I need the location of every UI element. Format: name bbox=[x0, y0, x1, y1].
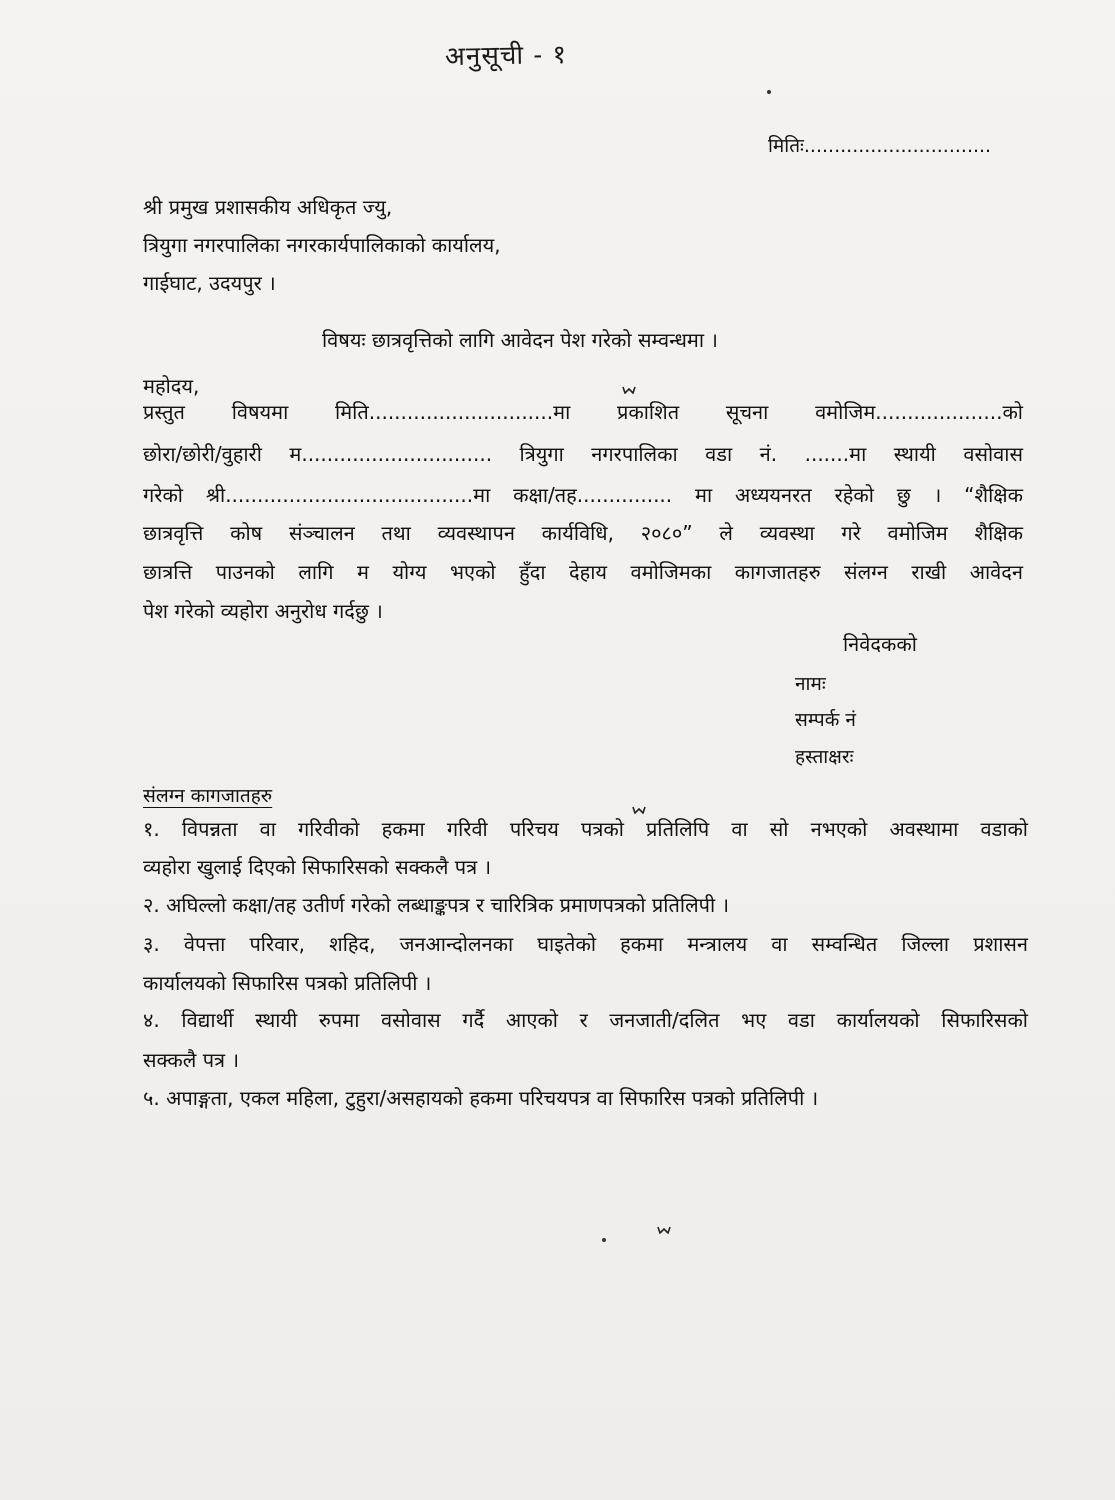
speck-mark bbox=[767, 90, 771, 94]
subject-line: विषयः छात्रवृत्तिको लागि आवेदन पेश गरेको सम्वन्धमा । bbox=[322, 328, 719, 352]
body-line: छोरा/छोरी/वुहारी म.............................. त्रियुगा नगरपालिका वडा नं. .......मा स्थायी वसोवास bbox=[143, 442, 1023, 466]
attachment-item: सक्कलै पत्र । bbox=[143, 1048, 240, 1072]
salutation: महोदय, bbox=[143, 374, 200, 398]
address-line: गाईघाट, उदयपुर । bbox=[143, 271, 276, 295]
body-line: प्रस्तुत विषयमा मिति.............................मा प्रकाशित सूचना वमोजिम....................को bbox=[143, 400, 1023, 424]
annex-title: अनुसूची - १ bbox=[444, 39, 568, 73]
attachment-item: २. अघिल्लो कक्षा/तह उतीर्ण गरेको लब्धाङ्कपत्र र चारित्रिक प्रमाणपत्रको प्रतिलिपी । bbox=[143, 893, 730, 917]
attachment-item: ५. अपाङ्गता, एकल महिला, टुहुरा/असहायको हकमा परिचयपत्र वा सिफारिस पत्रको प्रतिलिपी । bbox=[143, 1086, 819, 1110]
staple-mark bbox=[622, 386, 636, 394]
body-line: गरेको श्री.......................................मा कक्षा/तह............... मा अध्ययनरत रहेको छु । “शैक्षिक bbox=[143, 483, 1023, 507]
attachment-item: ४. विद्यार्थी स्थायी रुपमा वसोवास गर्दै आएको र जनजाती/दलित भए वडा कार्यालयको सिफारिसको bbox=[143, 1008, 1028, 1032]
attachment-item: ३. वेपत्ता परिवार, शहिद, जनआन्दोलनका घाइतेको हकमा मन्त्रालय वा सम्वन्धित जिल्ला प्रशासन bbox=[143, 932, 1028, 956]
staple-mark bbox=[657, 1226, 671, 1234]
address-line: श्री प्रमुख प्रशासकीय अधिकृत ज्यु, bbox=[143, 195, 393, 219]
body-line: छात्रत्ति पाउनको लागि म योग्य भएको हुँदा देहाय वमोजिमका कागजातहरु संलग्न राखी आवेदन bbox=[143, 560, 1023, 584]
attachment-item: व्यहोरा खुलाई दिएको सिफारिसको सक्कलै पत्र । bbox=[143, 855, 492, 879]
attachments-heading: संलग्न कागजातहरु bbox=[143, 785, 273, 807]
address-line: त्रियुगा नगरपालिका नगरकार्यपालिकाको कार्यालय, bbox=[143, 233, 501, 257]
attachment-item: १. विपन्नता वा गरिवीको हकमा गरिवी परिचय पत्रको प्रतिलिपि वा सो नभएको अवस्थामा वडाको bbox=[143, 817, 1028, 841]
attachment-item: कार्यालयको सिफारिस पत्रको प्रतिलिपी । bbox=[143, 971, 432, 995]
body-line: छात्रवृत्ति कोष संञ्चालन तथा व्यवस्थापन कार्यविधि, २०८०” ले व्यवस्था गरे वमोजिम शैक्षिक bbox=[143, 521, 1023, 545]
signature-name: नामः bbox=[795, 673, 826, 695]
signature-title: निवेदकको bbox=[843, 632, 917, 656]
speck-mark bbox=[602, 1238, 606, 1242]
signature-sign: हस्ताक्षरः bbox=[795, 746, 854, 768]
recipient-address bbox=[143, 188, 501, 302]
signature-contact: सम्पर्क नं bbox=[795, 709, 856, 731]
staple-mark bbox=[632, 806, 646, 814]
body-line: पेश गरेको व्यहोरा अनुरोध गर्दछु । bbox=[143, 599, 383, 623]
date-field: मितिः............................... bbox=[768, 135, 992, 157]
